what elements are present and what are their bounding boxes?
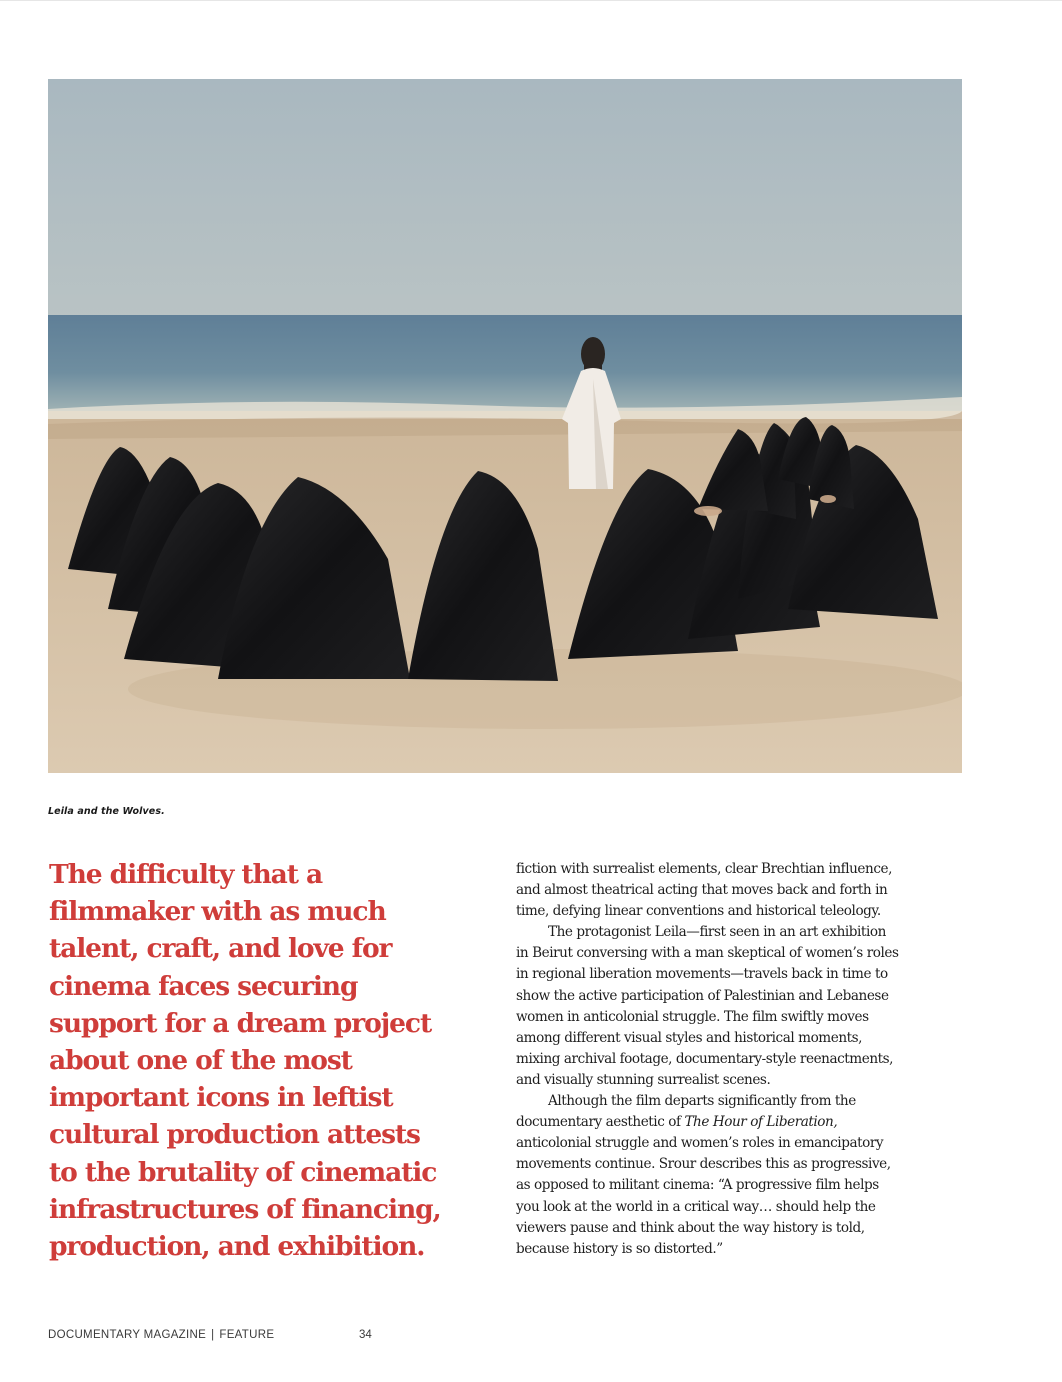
body-line: mixing archival footage, documentary-style reenactments, (516, 1050, 894, 1067)
pull-quote-line: production, and exhibition. (49, 1231, 425, 1263)
film-title: The Hour of Liberation, (684, 1114, 838, 1131)
pull-quote-line: support for a dream project (49, 1007, 432, 1039)
photo-caption: Leila and the Wolves. (48, 806, 165, 817)
body-line: The protagonist Leila—first seen in an art exhibition (548, 924, 886, 941)
body-line: anticolonial struggle and women’s roles in emancipatory (516, 1135, 884, 1152)
body-line: you look at the world in a critical way… should help the (516, 1198, 876, 1215)
body-line: viewers pause and think about the way history is told, (516, 1219, 865, 1236)
body-line: time, defying linear conventions and historical teleology. (516, 903, 881, 920)
feature-photo (48, 79, 962, 773)
body-line: show the active participation of Palestinian and Lebanese (516, 987, 889, 1004)
article-body (516, 859, 966, 1260)
magazine-name: DOCUMENTARY MAGAZINE (48, 1329, 207, 1341)
body-line: movements continue. Srour describes this as progressive, (516, 1156, 891, 1173)
pull-quote-line: infrastructures of financing, (49, 1193, 441, 1225)
body-line: Although the film departs significantly from the (548, 1093, 856, 1110)
page-footer (48, 1329, 274, 1341)
pull-quote (49, 856, 489, 1265)
body-line: in regional liberation movements—travels back in time to (516, 966, 888, 983)
footer-divider: | (211, 1329, 215, 1341)
top-rule (0, 0, 1062, 1)
pull-quote-line: cultural production attests (49, 1119, 420, 1151)
body-line: fiction with surrealist elements, clear Brechtian influence, (516, 861, 892, 877)
pull-quote-line: talent, craft, and love for (49, 933, 392, 965)
body-text-run: documentary aesthetic of (516, 1114, 685, 1131)
section-name: FEATURE (219, 1329, 275, 1341)
pull-quote-line: filmmaker with as much (49, 896, 386, 928)
pull-quote-line: about one of the most (49, 1045, 352, 1077)
pull-quote-line: to the brutality of cinematic (49, 1156, 437, 1188)
body-line: women in anticolonial struggle. The film swiftly moves (516, 1008, 869, 1025)
body-line: in Beirut conversing with a man skeptical of women’s roles (516, 945, 899, 962)
body-line: as opposed to militant cinema: “A progressive film helps (516, 1177, 879, 1194)
pull-quote-line: cinema faces securing (49, 970, 358, 1002)
pull-quote-line: important icons in leftist (49, 1082, 393, 1114)
body-line (516, 1112, 966, 1133)
page-number: 34 (359, 1329, 372, 1341)
body-line: among different visual styles and historical moments, (516, 1029, 863, 1046)
body-line: and almost theatrical acting that moves back and forth in (516, 882, 888, 899)
body-line: and visually stunning surrealist scenes. (516, 1071, 771, 1088)
pull-quote-line: The difficulty that a (49, 859, 323, 890)
beach-scene-illustration (48, 79, 962, 773)
body-line: because history is so distorted.” (516, 1240, 723, 1257)
